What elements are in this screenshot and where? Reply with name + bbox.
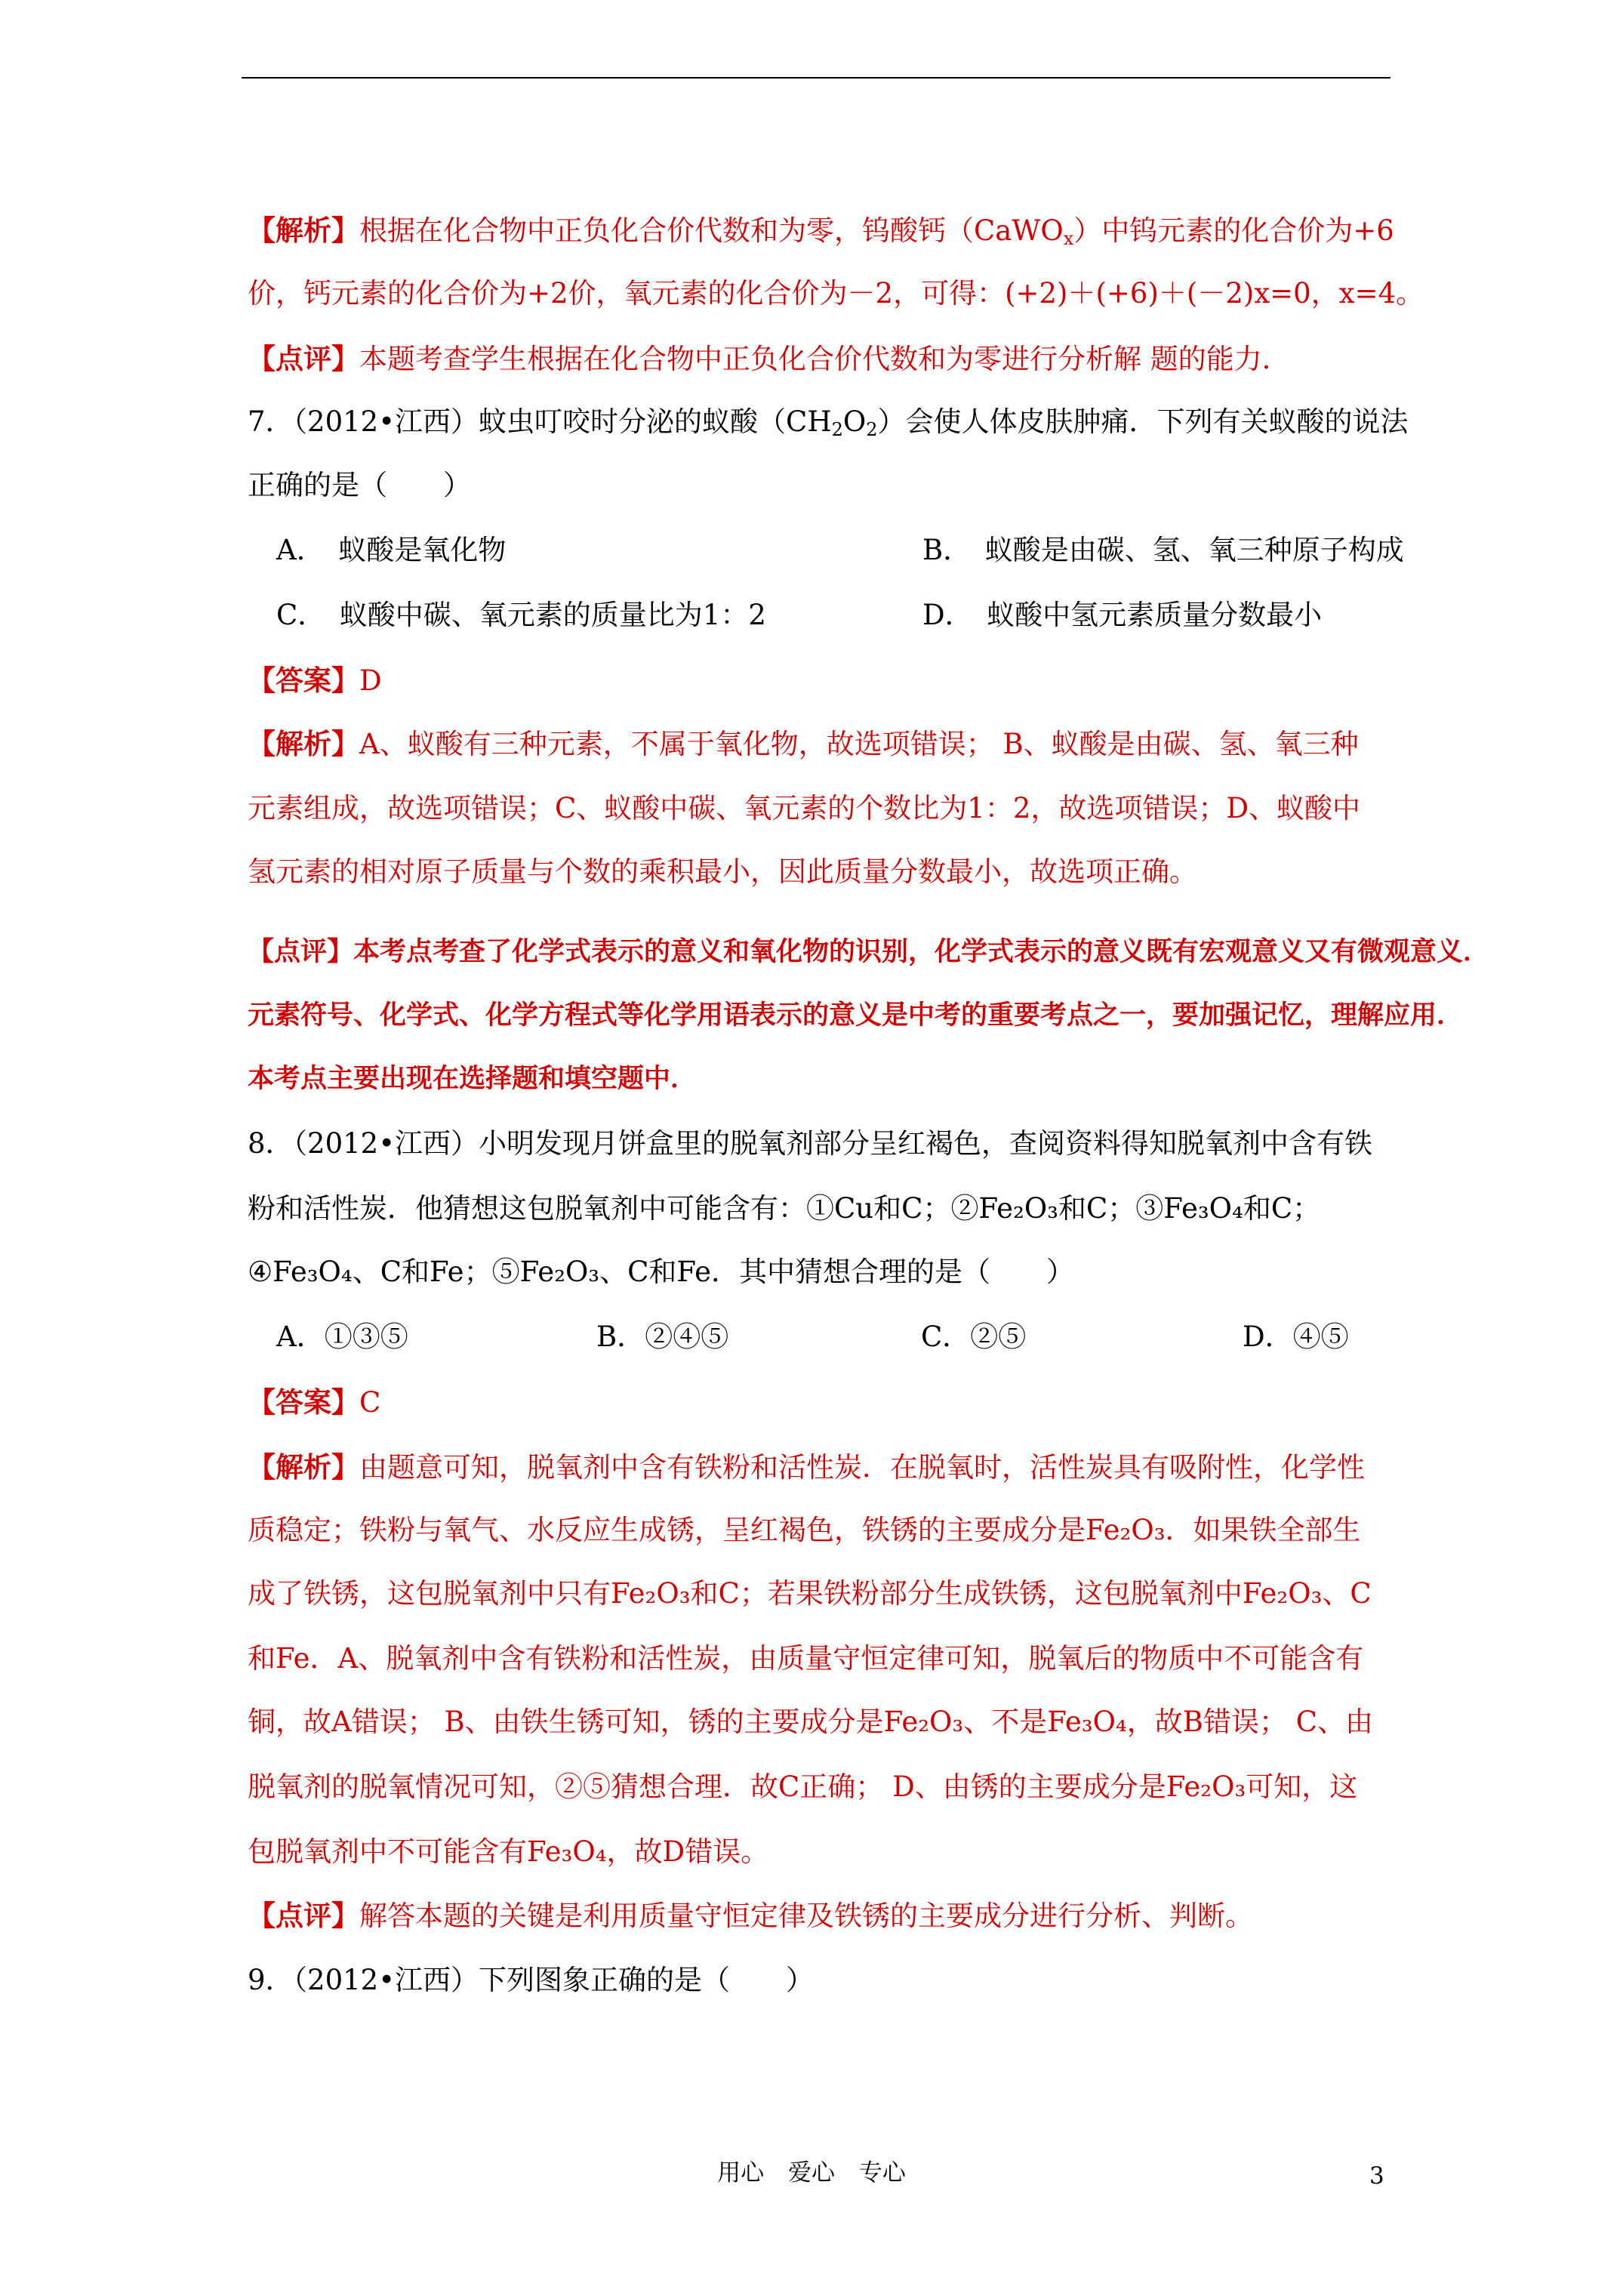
q6-analysis-line-1: 【解析】根据在化合物中正负化合价代数和为零，钨酸钙（CaWO$_x$）中钨元素的化合价为+6 xyxy=(248,214,1394,249)
q8-comment: 【点评】解答本题的关键是利用质量守恒定律及铁锈的主要成分进行分析、判断。 xyxy=(248,1899,1253,1932)
q7-analysis-line-1: 【解析】A、蚁酸有三种元素，不属于氧化物，故选项错误； B、蚁酸是由碳、氢、氧三种 xyxy=(248,727,1359,760)
q8-analysis-line-2: 质稳定；铁粉与氧气、水反应生成锈，呈红褐色，铁锈的主要成分是Fe₂O₃．如果铁全部生 xyxy=(248,1514,1361,1546)
q7-option-b: B． 蚁酸是由碳、氢、氧三种原子构成 xyxy=(922,534,1404,566)
q8-answer: 【答案】C xyxy=(248,1385,381,1419)
q6-comment: 【点评】本题考查学生根据在化合物中正负化合价代数和为零进行分析解 题的能力． xyxy=(248,342,1290,375)
q7-analysis-line-3: 氢元素的相对原子质量与个数的乘积最小，因此质量分数最小，故选项正确。 xyxy=(248,855,1197,888)
comment-tag: 【点评】 xyxy=(248,342,359,375)
q8-option-b: B．②④⑤ xyxy=(596,1321,729,1353)
q8-analysis-line-5: 铜，故A错误； B、由铁生锈可知，锈的主要成分是Fe₂O₃、不是Fe₃O₄，故B错误； C、由 xyxy=(248,1706,1374,1738)
q8-option-a: A．①③⑤ xyxy=(276,1321,408,1353)
q7-stem-line-2: 正确的是（ ） xyxy=(248,469,471,501)
q7-comment-line-3: 本考点主要出现在选择题和填空题中． xyxy=(248,1063,698,1094)
q8-analysis-line-3: 成了铁锈，这包脱氧剂中只有Fe₂O₃和C；若果铁粉部分生成铁锈，这包脱氧剂中Fe₂O₃、C xyxy=(248,1577,1372,1610)
q7-analysis-line-2: 元素组成，故选项错误；C、蚁酸中碳、氧元素的个数比为1：2，故选项错误；D、蚁酸中 xyxy=(248,792,1361,824)
q8-stem-line-3: ④Fe₃O₄、C和Fe；⑤Fe₂O₃、C和Fe．其中猜想合理的是（ ） xyxy=(248,1256,1074,1288)
q7-option-a: A． 蚁酸是氧化物 xyxy=(276,534,507,566)
q7-answer: 【答案】D xyxy=(248,664,382,697)
q8-analysis-line-7: 包脱氧剂中不可能含有Fe₃O₄，故D错误。 xyxy=(248,1835,769,1868)
q7-stem-line-1: 7．（2012•江西）蚊虫叮咬时分泌的蚁酸$(CH_2O_2)$会使人体皮肤肿痛．下列有关蚁酸的说法 xyxy=(248,405,1409,440)
q7-comment-line-2: 元素符号、化学式、化学方程式等化学用语表示的意义是中考的重要考点之一，要加强记忆，理解应用． xyxy=(248,1000,1464,1031)
q7-option-d: D． 蚁酸中氢元素质量分数最小 xyxy=(922,599,1323,631)
q8-option-d: D．④⑤ xyxy=(1243,1321,1349,1353)
header-rule xyxy=(242,77,1390,79)
q8-analysis-line-6: 脱氧剂的脱氧情况可知，②⑤猜想合理．故C正确； D、由锈的主要成分是Fe₂O₃可知，这 xyxy=(248,1771,1358,1803)
q7-comment-line-1: 【点评】本考点考查了化学式表示的意义和氧化物的识别，化学式表示的意义既有宏观意义又有微观意义． xyxy=(248,936,1490,967)
q8-analysis-line-1: 【解析】由题意可知，脱氧剂中含有铁粉和活性炭．在脱氧时，活性炭具有吸附性，化学性 xyxy=(248,1450,1365,1484)
analysis-tag: 【解析】 xyxy=(248,214,359,247)
q7-option-c: C． 蚁酸中碳、氧元素的质量比为1：2 xyxy=(276,599,766,631)
page-footer: 用心 爱心 专心 xyxy=(717,2159,906,2187)
page-number: 3 xyxy=(1369,2162,1384,2190)
q8-option-c: C．②⑤ xyxy=(921,1321,1027,1353)
q8-analysis-line-4: 和Fe．A、脱氧剂中含有铁粉和活性炭，由质量守恒定律可知，脱氧后的物质中不可能含有 xyxy=(248,1642,1364,1675)
q8-stem-line-2: 粉和活性炭．他猜想这包脱氧剂中可能含有：①Cu和C；②Fe₂O₃和C；③Fe₃O₄和C； xyxy=(248,1192,1321,1225)
q8-stem-line-1: 8．（2012•江西）小明发现月饼盒里的脱氧剂部分呈红褐色，查阅资料得知脱氧剂中含有铁 xyxy=(248,1127,1373,1160)
q9-stem: 9．（2012•江西）下列图象正确的是（ ） xyxy=(248,1964,815,1996)
q6-analysis-line-2: 价，钙元素的化合价为+2价，氧元素的化合价为－2，可得：(+2)＋(+6)＋(－2)x=0，x=4。 xyxy=(248,277,1424,310)
